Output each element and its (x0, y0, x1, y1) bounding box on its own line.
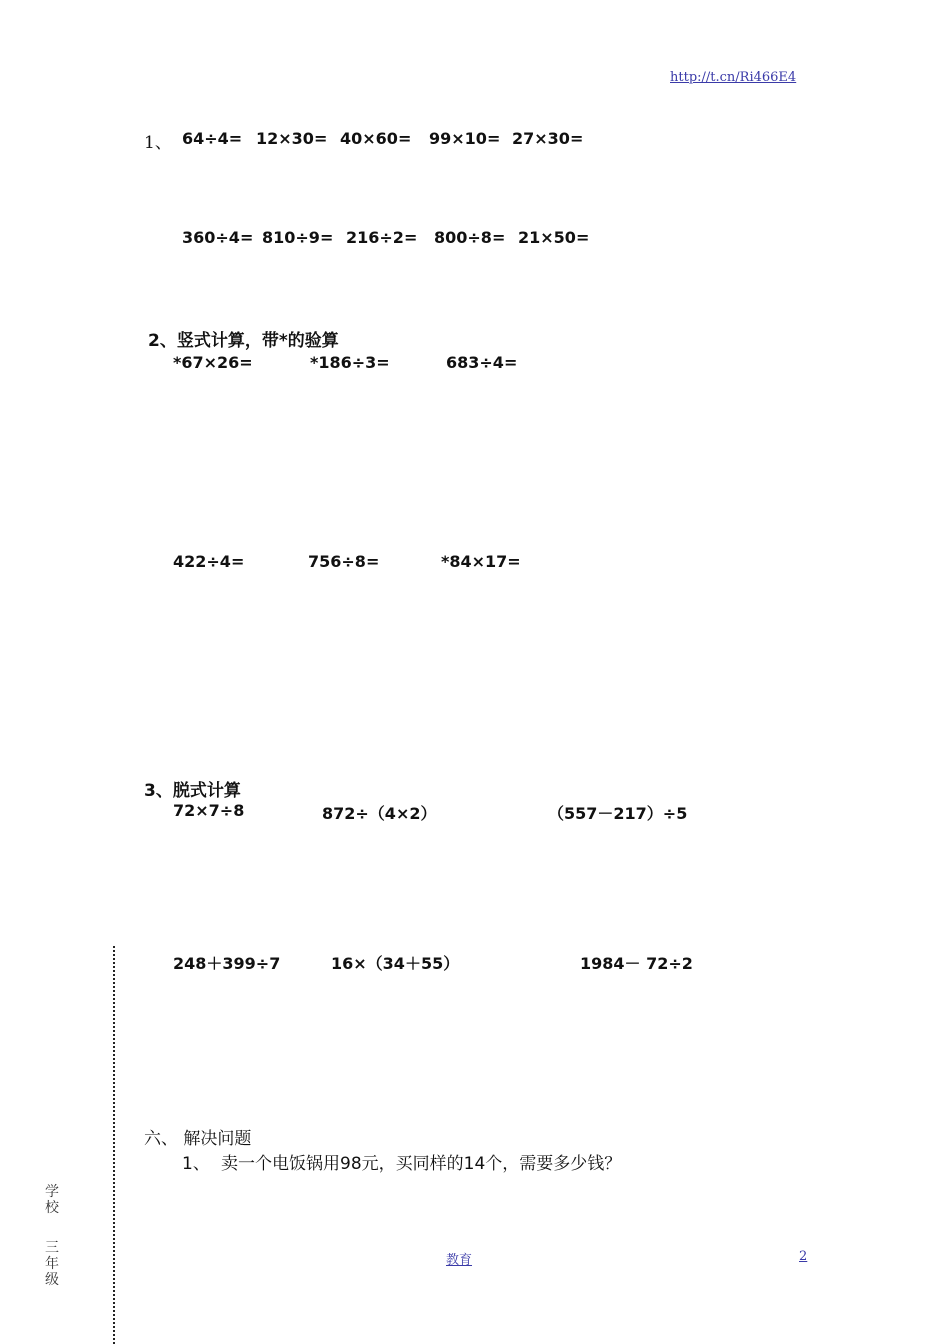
problem: 27×30= (512, 129, 584, 148)
question-number: 1、 (182, 1154, 210, 1174)
problem: 800÷8= (434, 228, 506, 247)
section6-title: 六、 解决问题 (144, 1129, 252, 1149)
problem: *186÷3= (310, 353, 390, 372)
problem: 1984－ 72÷2 (580, 954, 693, 973)
problem: 248＋399÷7 (173, 954, 281, 973)
grade-label-text: 三年级 (45, 1240, 59, 1288)
problem: 422÷4= (173, 552, 245, 571)
page-number-link[interactable]: 2 (799, 1249, 808, 1264)
problem: 360÷4= (182, 228, 254, 247)
problem: *84×17= (441, 552, 521, 571)
question-text: 卖一个电饭锅用98元，买同样的14个，需要多少钱？ (221, 1154, 622, 1174)
problem: 72×7÷8 (173, 801, 245, 820)
binding-dotted-line (113, 946, 115, 1344)
problem: 99×10= (429, 129, 501, 148)
problem: 16×（34＋55） (331, 954, 460, 973)
header-url-link[interactable]: http://t.cn/Ri466E4 (670, 70, 797, 85)
problem: *67×26= (173, 353, 253, 372)
problem: 216÷2= (346, 228, 418, 247)
problem: 21×50= (518, 228, 590, 247)
section2-title: 2、竖式计算，带*的验算 (148, 331, 339, 351)
section3-title: 3、脱式计算 (144, 781, 241, 801)
problem: 683÷4= (446, 353, 518, 372)
problem: （557－217）÷5 (548, 804, 688, 823)
problem: 64÷4= (182, 129, 243, 148)
school-label (44, 1184, 60, 1216)
section1-label: 1、 (144, 133, 172, 153)
problem: 872÷（4×2） (322, 804, 437, 823)
grade-label (44, 1240, 60, 1288)
school-label-text: 学校 (45, 1184, 59, 1216)
problem: 40×60= (340, 129, 412, 148)
problem: 12×30= (256, 129, 328, 148)
problem: 810÷9= (262, 228, 334, 247)
footer-center-link[interactable]: 教育 (446, 1253, 473, 1268)
problem: 756÷8= (308, 552, 380, 571)
